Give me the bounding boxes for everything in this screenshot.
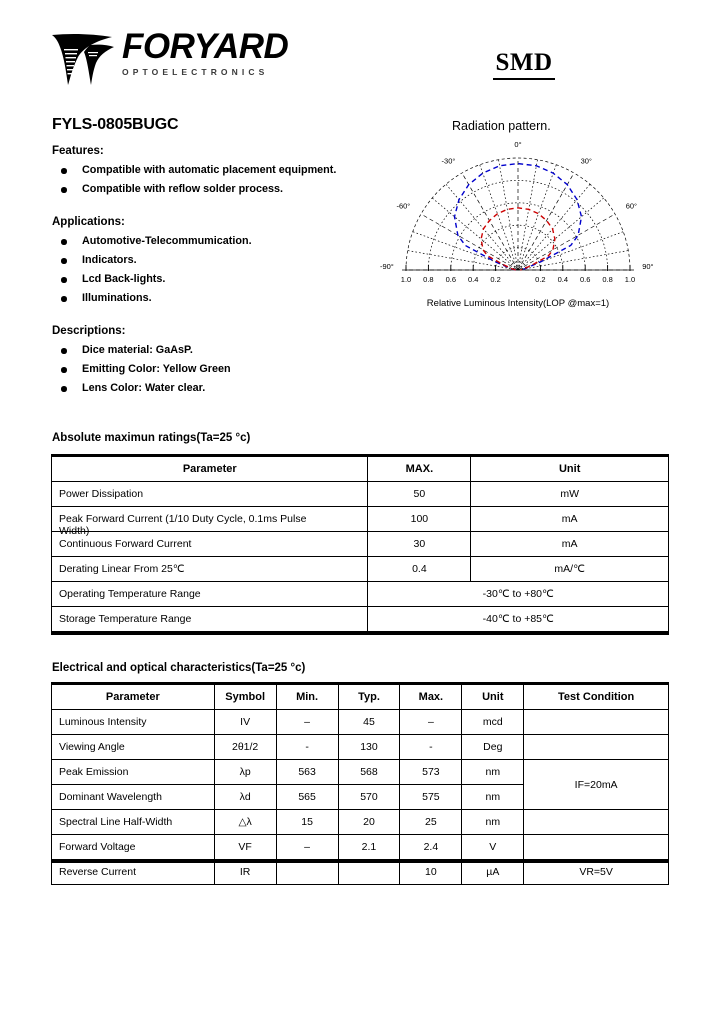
table-row bbox=[52, 557, 669, 582]
cell-symbol: VF bbox=[214, 835, 276, 860]
cell-parameter: Operating Temperature Range bbox=[52, 582, 368, 607]
table-row bbox=[52, 735, 669, 760]
cell-max: 575 bbox=[400, 785, 462, 810]
cell-unit: V bbox=[462, 835, 524, 860]
cell-parameter-line1: Peak Forward Current (1/10 Duty Cycle, 0.1ms Pulse bbox=[59, 513, 307, 525]
page-title: FYLS-0805BUGC bbox=[52, 116, 179, 133]
cell-test-condition bbox=[524, 735, 669, 760]
cell-typ: 2.1 bbox=[338, 835, 400, 860]
table-header-row bbox=[52, 685, 669, 710]
features-list bbox=[52, 161, 382, 199]
smd-label: SMD bbox=[495, 49, 553, 76]
cell-symbol: IR bbox=[214, 860, 276, 885]
cell-typ bbox=[338, 860, 400, 885]
cell-min: 565 bbox=[276, 785, 338, 810]
svg-text:0.6: 0.6 bbox=[579, 275, 591, 284]
list-item-label: Compatible with reflow solder process. bbox=[82, 183, 283, 195]
cell-parameter: Viewing Angle bbox=[52, 735, 215, 760]
svg-text:0.4: 0.4 bbox=[467, 275, 479, 284]
absolute-ratings-bottom-rule bbox=[51, 632, 669, 635]
column-header-parameter: Parameter bbox=[52, 685, 215, 710]
table-row bbox=[52, 482, 669, 507]
cell-min: 15 bbox=[276, 810, 338, 835]
list-item bbox=[52, 379, 382, 398]
table-row bbox=[52, 710, 669, 735]
cell-unit: Deg bbox=[462, 735, 524, 760]
list-item-label: Illuminations. bbox=[82, 292, 152, 304]
cell-symbol: IV bbox=[214, 710, 276, 735]
cell-typ: 20 bbox=[338, 810, 400, 835]
cell-unit: nm bbox=[462, 785, 524, 810]
list-item bbox=[52, 251, 382, 270]
radiation-pattern-title: Radiation pattern. bbox=[452, 119, 551, 133]
cell-value-span: -30℃ to +80℃ bbox=[368, 582, 669, 607]
bullet-icon bbox=[61, 239, 67, 245]
cell-unit: nm bbox=[462, 810, 524, 835]
applications-heading: Applications: bbox=[52, 216, 125, 228]
svg-text:0.4: 0.4 bbox=[557, 275, 569, 284]
cell-max: – bbox=[400, 710, 462, 735]
bullet-icon bbox=[61, 277, 67, 283]
column-header-max: MAX. bbox=[368, 457, 471, 482]
features-heading: Features: bbox=[52, 145, 104, 157]
descriptions-heading: Descriptions: bbox=[52, 325, 126, 337]
column-header-symbol: Symbol bbox=[214, 685, 276, 710]
table-row bbox=[52, 760, 669, 785]
cell-max: - bbox=[400, 735, 462, 760]
table-row bbox=[52, 835, 669, 860]
radiation-pattern-chart bbox=[368, 139, 668, 320]
svg-text:90°: 90° bbox=[642, 262, 654, 271]
absolute-ratings-table bbox=[51, 456, 669, 632]
specs-text-column bbox=[52, 145, 382, 398]
cell-test-condition bbox=[524, 710, 669, 735]
table-row bbox=[52, 532, 669, 557]
list-item-label: Automotive-Telecommumication. bbox=[82, 235, 252, 247]
svg-text:0.8: 0.8 bbox=[423, 275, 434, 284]
table-row bbox=[52, 810, 669, 835]
cell-max: 30 bbox=[368, 532, 471, 557]
cell-typ: 568 bbox=[338, 760, 400, 785]
cell-symbol: △λ bbox=[214, 810, 276, 835]
smd-label-block bbox=[493, 50, 555, 80]
cell-test-condition bbox=[524, 810, 669, 835]
cell-min: – bbox=[276, 835, 338, 860]
bullet-icon bbox=[61, 367, 67, 373]
cell-unit: mA bbox=[471, 532, 669, 557]
cell-test-condition: VR=5V bbox=[524, 860, 669, 885]
cell-symbol: λd bbox=[214, 785, 276, 810]
cell-unit: nm bbox=[462, 760, 524, 785]
column-header-parameter: Parameter bbox=[52, 457, 368, 482]
logo-wordmark: FORYARD bbox=[122, 27, 289, 66]
cell-typ: 45 bbox=[338, 710, 400, 735]
svg-text:0.6: 0.6 bbox=[445, 275, 457, 284]
polar-plot bbox=[368, 139, 668, 298]
applications-list bbox=[52, 232, 382, 308]
cell-max: 10 bbox=[400, 860, 462, 885]
cell-max: 0.4 bbox=[368, 557, 471, 582]
column-header-test-condition: Test Condition bbox=[524, 685, 669, 710]
list-item bbox=[52, 270, 382, 289]
cell-test-condition: IF=20mA bbox=[524, 760, 669, 810]
column-header-unit: Unit bbox=[471, 457, 669, 482]
cell-parameter: Power Dissipation bbox=[52, 482, 368, 507]
cell-unit: µA bbox=[462, 860, 524, 885]
cell-min: - bbox=[276, 735, 338, 760]
cell-parameter: Storage Temperature Range bbox=[52, 607, 368, 632]
list-item bbox=[52, 289, 382, 308]
svg-text:1.0: 1.0 bbox=[400, 275, 412, 284]
cell-value-span: -40℃ to +85℃ bbox=[368, 607, 669, 632]
table-row bbox=[52, 860, 669, 885]
list-item bbox=[52, 180, 382, 199]
cell-parameter: Luminous Intensity bbox=[52, 710, 215, 735]
cell-parameter: Peak Emission bbox=[52, 760, 215, 785]
table-row bbox=[52, 582, 669, 607]
cell-parameter: Derating Linear From 25℃ bbox=[52, 557, 368, 582]
table-header-row bbox=[52, 457, 669, 482]
list-item-label: Compatible with automatic placement equipment. bbox=[82, 164, 337, 176]
svg-text:1.0: 1.0 bbox=[624, 275, 636, 284]
list-item-label: Lcd Back-lights. bbox=[82, 273, 166, 285]
bullet-icon bbox=[61, 168, 67, 174]
svg-text:30°: 30° bbox=[580, 156, 592, 166]
svg-text:-60°: -60° bbox=[396, 201, 411, 211]
bullet-icon bbox=[61, 386, 67, 392]
cell-parameter: Forward Voltage bbox=[52, 835, 215, 860]
cell-max: 50 bbox=[368, 482, 471, 507]
list-item-label: Dice material: GaAsP. bbox=[82, 344, 193, 356]
cell-typ: 570 bbox=[338, 785, 400, 810]
list-item-label: Lens Color: Water clear. bbox=[82, 382, 206, 394]
list-item bbox=[52, 232, 382, 251]
list-item-label: Emitting Color: Yellow Green bbox=[82, 363, 231, 375]
cell-min: – bbox=[276, 710, 338, 735]
svg-text:-90°: -90° bbox=[379, 262, 394, 271]
cell-parameter: Reverse Current bbox=[52, 860, 215, 885]
cell-unit: mA/℃ bbox=[471, 557, 669, 582]
cell-parameter: Continuous Forward Current bbox=[52, 532, 368, 557]
electrical-bottom-rule bbox=[51, 860, 669, 863]
svg-text:0.2: 0.2 bbox=[535, 275, 546, 284]
table-row bbox=[52, 607, 669, 632]
cell-test-condition bbox=[524, 835, 669, 860]
cell-max: 2.4 bbox=[400, 835, 462, 860]
list-item-label: Indicators. bbox=[82, 254, 137, 266]
absolute-ratings-title: Absolute maximun ratings(Ta=25 °c) bbox=[52, 432, 251, 444]
column-header-unit: Unit bbox=[462, 685, 524, 710]
cell-symbol: λp bbox=[214, 760, 276, 785]
cell-typ: 130 bbox=[338, 735, 400, 760]
svg-text:60°: 60° bbox=[625, 201, 638, 211]
cell-unit: mcd bbox=[462, 710, 524, 735]
cell-symbol: 2θ1/2 bbox=[214, 735, 276, 760]
table-row bbox=[52, 507, 669, 532]
cell-max: 100 bbox=[368, 507, 471, 532]
cell-parameter: Dominant Wavelength bbox=[52, 785, 215, 810]
column-header-typ: Typ. bbox=[338, 685, 400, 710]
svg-text:0.8: 0.8 bbox=[602, 275, 613, 284]
foryard-logo-icon bbox=[50, 25, 116, 87]
page-header bbox=[0, 0, 720, 105]
list-item bbox=[52, 360, 382, 379]
electrical-table bbox=[51, 684, 669, 885]
cell-unit: mA bbox=[471, 507, 669, 532]
bullet-icon bbox=[61, 348, 67, 354]
bullet-icon bbox=[61, 187, 67, 193]
descriptions-list bbox=[52, 341, 382, 398]
svg-text:-30°: -30° bbox=[441, 156, 456, 166]
list-item bbox=[52, 341, 382, 360]
company-logo bbox=[50, 25, 288, 87]
logo-subtitle: OPTOELECTRONICS bbox=[122, 67, 269, 77]
cell-parameter-line2: Width) bbox=[59, 525, 90, 537]
cell-unit: mW bbox=[471, 482, 669, 507]
chart-caption: Relative Luminous Intensity(LOP @max=1) bbox=[426, 298, 610, 309]
bullet-icon bbox=[61, 258, 67, 264]
bullet-icon bbox=[61, 296, 67, 302]
cell-min bbox=[276, 860, 338, 885]
column-header-max: Max. bbox=[400, 685, 462, 710]
column-header-min: Min. bbox=[276, 685, 338, 710]
svg-text:0°: 0° bbox=[514, 139, 522, 149]
electrical-title: Electrical and optical characteristics(Ta=25 °c) bbox=[52, 662, 306, 674]
svg-text:0.2: 0.2 bbox=[490, 275, 501, 284]
list-item bbox=[52, 161, 382, 180]
cell-max: 573 bbox=[400, 760, 462, 785]
cell-parameter: Spectral Line Half-Width bbox=[52, 810, 215, 835]
cell-max: 25 bbox=[400, 810, 462, 835]
cell-parameter bbox=[52, 507, 368, 537]
smd-underline bbox=[493, 78, 555, 80]
cell-min: 563 bbox=[276, 760, 338, 785]
